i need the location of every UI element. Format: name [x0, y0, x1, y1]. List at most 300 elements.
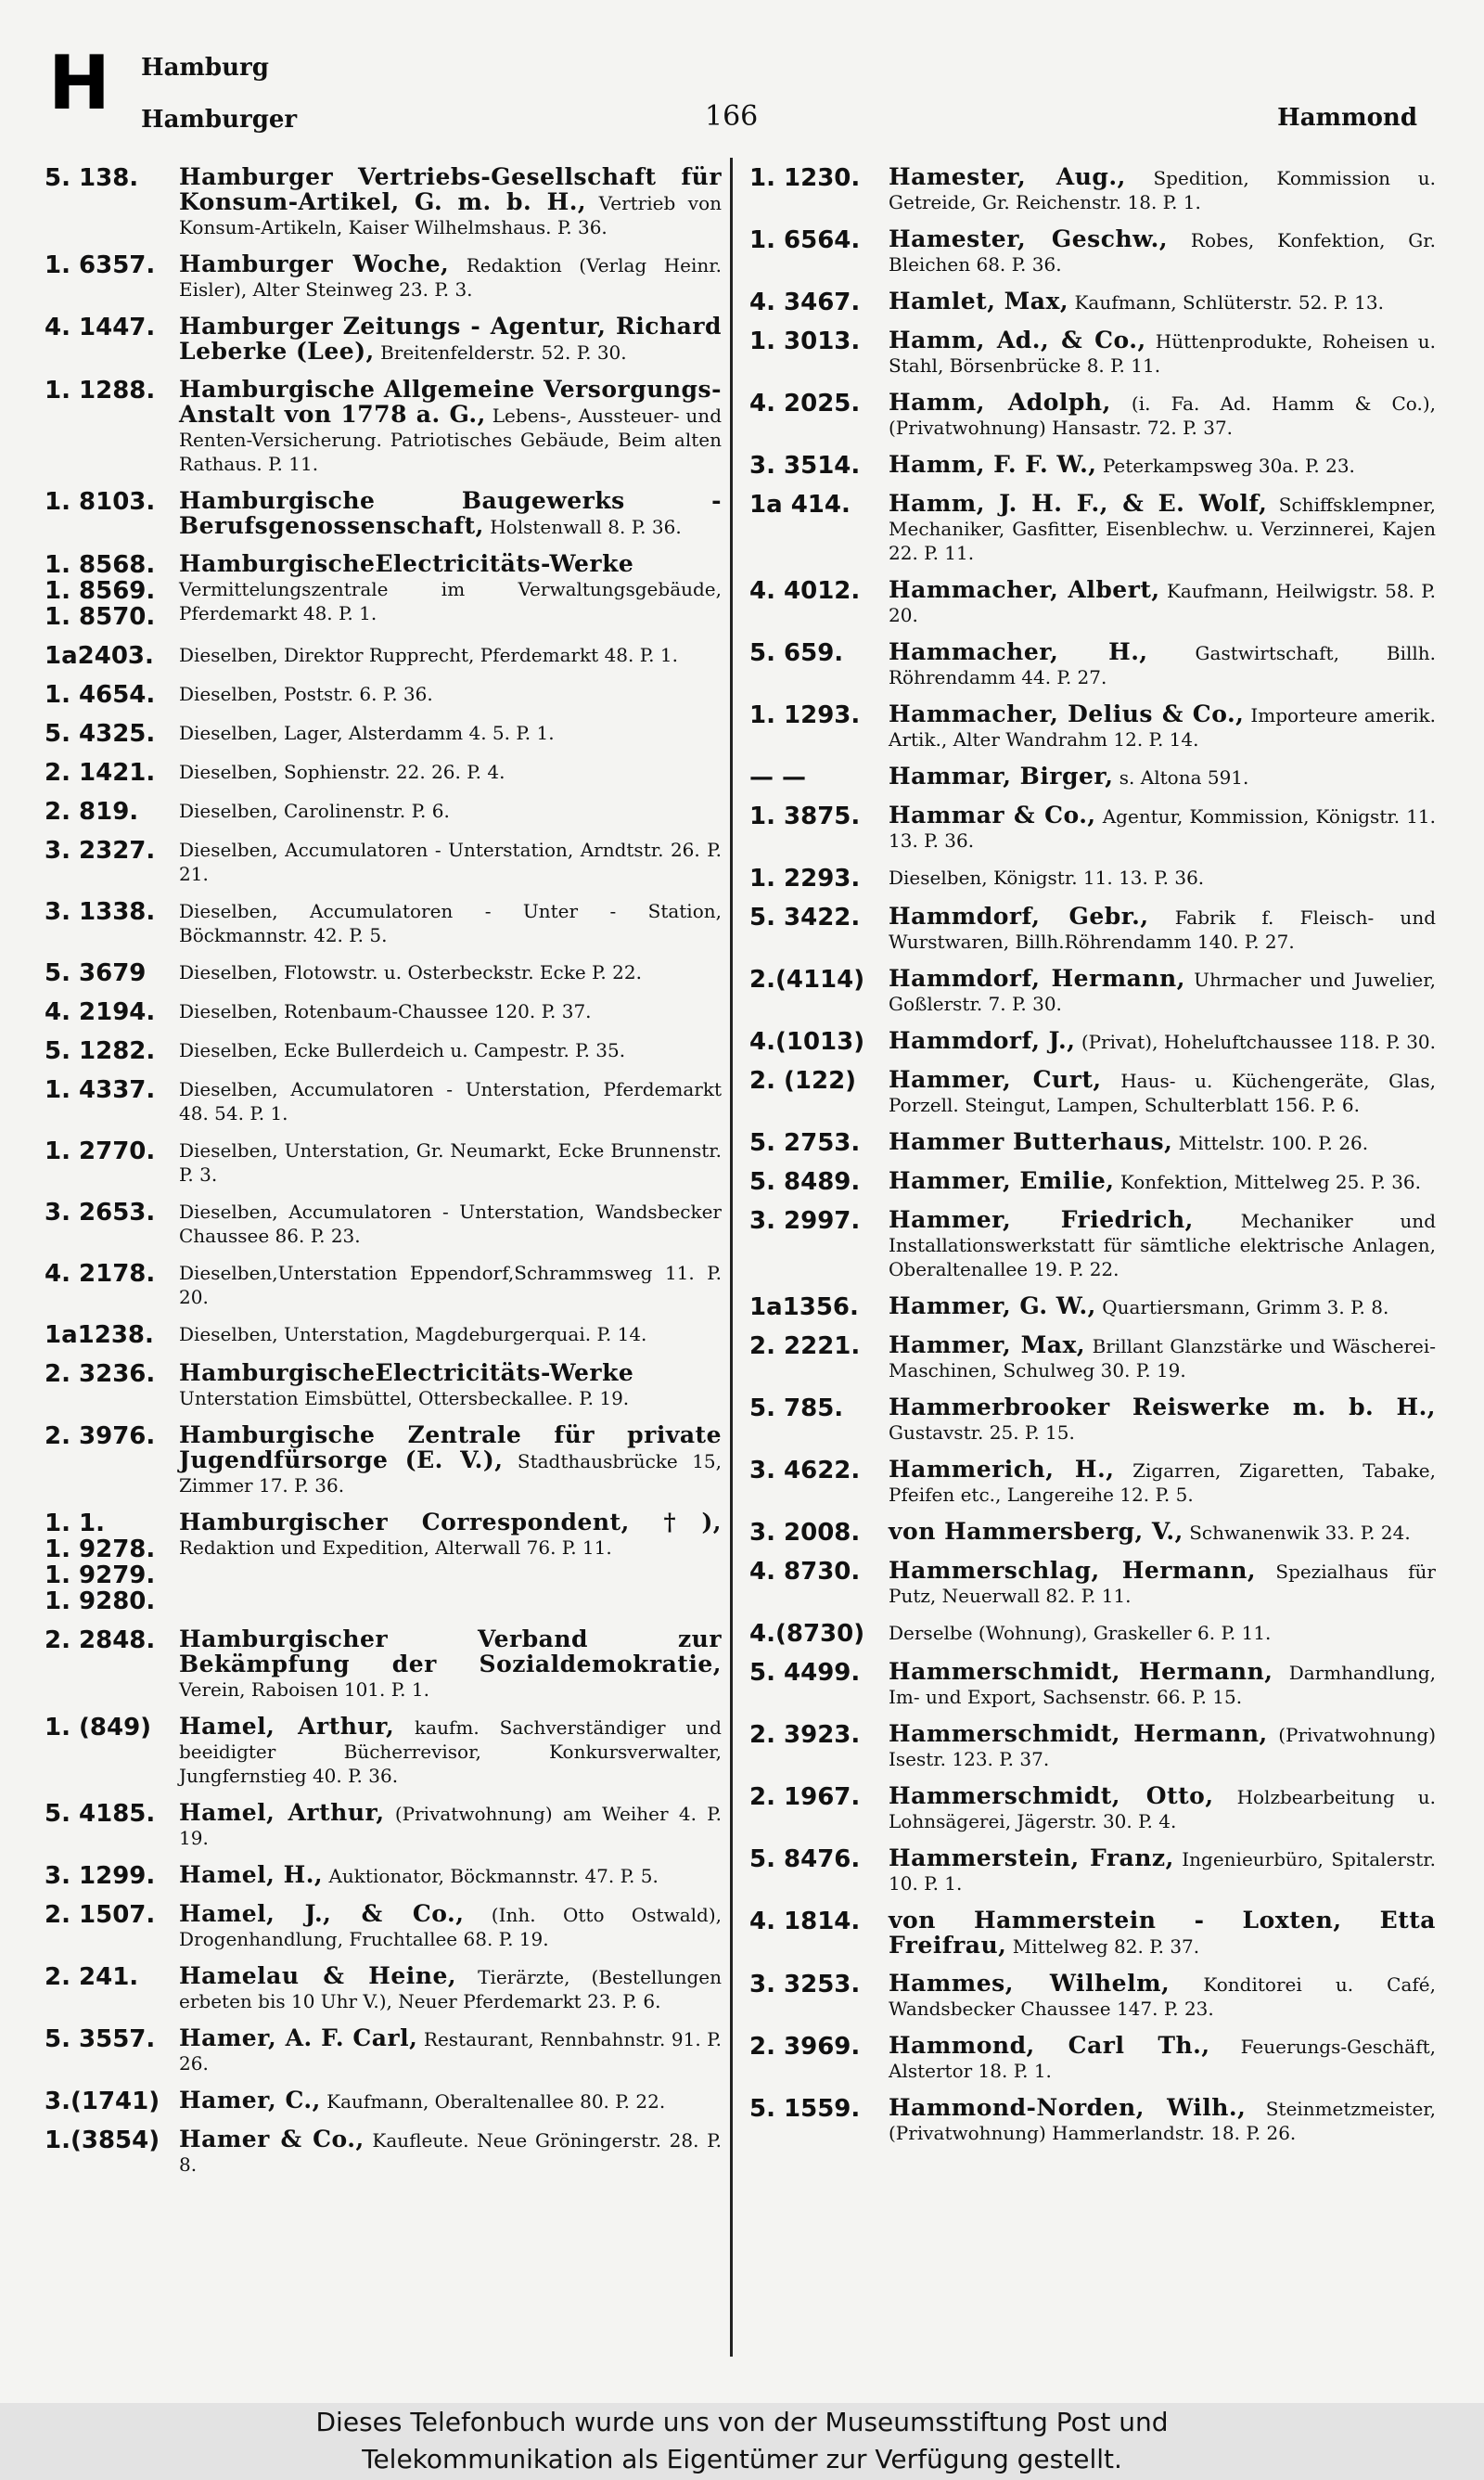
- directory-entry: [749, 1846, 1436, 1895]
- entry-text: [889, 1333, 1436, 1382]
- entry-name: Hamel, Arthur,: [179, 1713, 395, 1740]
- entry-name: Hammerschmidt, Hermann,: [889, 1720, 1268, 1747]
- entry-details: Zigarren, Zigaretten, Tabake, Pfeifen etc., Langereihe 12. P. 5.: [889, 1459, 1436, 1506]
- directory-entry: [45, 899, 722, 947]
- entry-name: Hamburgischer Verband zur Bekämpfung der Sozialdemokratie,: [179, 1625, 722, 1677]
- entry-details: Importeure amerik. Artik., Alter Wandrahm 12. P. 14.: [889, 704, 1436, 751]
- entry-details: Accumulatoren - Unter - Station, Böckmannstr. 42. P. 5.: [179, 900, 722, 946]
- phone-number: 5. 4185.: [45, 1800, 156, 1828]
- entry-name: Hamel, H.,: [179, 1861, 324, 1888]
- phone-number: 3. 3514.: [749, 452, 861, 480]
- phone-number: 1.(3854): [45, 2127, 160, 2154]
- phone-number: 1. 2770.: [45, 1137, 156, 1165]
- entry-name: Hamm, J. H. F., & E. Wolf,: [889, 490, 1268, 517]
- entry-name: Dieselben,: [179, 900, 278, 922]
- directory-entry: [749, 1333, 1436, 1382]
- entry-name: Hammacher, Albert,: [889, 576, 1160, 603]
- directory-entry: [749, 2034, 1436, 2083]
- directory-entry: [749, 967, 1436, 1016]
- entry-name: Hammacher, Delius & Co.,: [889, 700, 1245, 727]
- entry-name: Hammar & Co.,: [889, 802, 1096, 829]
- entry-text: [889, 1784, 1436, 1833]
- entry-text: [179, 1423, 722, 1497]
- directory-entry: [45, 682, 722, 708]
- phone-number: 1. 1293.: [749, 701, 861, 729]
- entry-name: Dieselben,: [179, 800, 278, 822]
- entry-details: Lager, Alsterdamm 4. 5. P. 1.: [277, 722, 555, 744]
- phone-number: 2. 819.: [45, 798, 139, 826]
- entry-details: Fabrik f. Fleisch- und Wurstwaren, Billh.Röhrendamm 140. P. 27.: [889, 906, 1436, 953]
- phone-number: 5. 785.: [749, 1394, 844, 1422]
- directory-entry: [45, 838, 722, 886]
- entry-text: [179, 1801, 722, 1850]
- entry-name: Dieselben,: [179, 1201, 278, 1223]
- entry-text: [179, 315, 722, 365]
- entry-details: Restaurant, Rennbahnstr. 91. P. 26.: [179, 2028, 722, 2075]
- entry-text: [889, 1029, 1436, 1054]
- entry-details: Accumulatoren - Unterstation, Pferdemarkt 48. 54. P. 1.: [179, 1078, 722, 1124]
- directory-entry: [45, 1423, 722, 1497]
- entry-text: [179, 721, 722, 745]
- entry-details: Schiffsklempner, Mechaniker, Gasfitter, Eisenblechw. u. Verzinnerei, Kajen 22. P. 11.: [889, 494, 1436, 564]
- phone-number: 3. 1299.: [45, 1862, 156, 1890]
- entry-name: Hamer, A. F. Carl,: [179, 2024, 418, 2051]
- directory-entry: [749, 165, 1436, 214]
- directory-entry: [749, 492, 1436, 565]
- entry-details: (Inh. Otto Ostwald), Drogenhandlung, Fruchtallee 68. P. 19.: [179, 1904, 722, 1950]
- footer-line-1: Dieses Telefonbuch wurde uns von der Museumsstiftung Post und: [315, 2407, 1169, 2437]
- phone-number: 1a1238.: [45, 1321, 154, 1349]
- directory-entry: [749, 1722, 1436, 1771]
- directory-entry: [749, 1169, 1436, 1195]
- directory-entry: [45, 1715, 722, 1788]
- phone-number: 5. 3557.: [45, 2025, 156, 2053]
- directory-entry: [749, 1068, 1436, 1117]
- directory-entry: [45, 760, 722, 786]
- entry-details: Unterstation Eppendorf,Schrammsweg 11. P. 20.: [179, 1262, 722, 1308]
- entry-text: [179, 960, 722, 984]
- entry-details: Direktor Rupprecht, Pferdemarkt 48. P. 1.: [277, 644, 678, 666]
- entry-text: [179, 165, 722, 239]
- entry-text: [889, 165, 1436, 214]
- entry-details: Feuerungs-Geschäft, Alstertor 18. P. 1.: [889, 2036, 1436, 2082]
- phone-number: 4. 4012.: [749, 577, 861, 605]
- phone-number: 3. 2008.: [749, 1519, 861, 1547]
- entry-details: Quartiersmann, Grimm 3. P. 8.: [1095, 1296, 1389, 1318]
- entry-text: [889, 905, 1436, 954]
- entry-details: Tierärzte, (Bestellungen erbeten bis 10 Uhr V.), Neuer Pferdemarkt 23. P. 6.: [179, 1966, 722, 2012]
- entry-details: (Privatwohnung) am Weiher 4. P. 19.: [179, 1803, 722, 1849]
- entry-name: Hammerich, H.,: [889, 1456, 1115, 1483]
- phone-number: 1. 2293.: [749, 865, 861, 893]
- phone-number: 5. 659.: [749, 639, 844, 667]
- entry-details: (Privatwohnung) Isestr. 123. P. 37.: [889, 1724, 1436, 1770]
- directory-entry: [749, 1130, 1436, 1156]
- phone-number: 1. 8568. 1. 8569. 1. 8570.: [45, 551, 156, 631]
- phone-number: 2. 3969.: [749, 2033, 861, 2061]
- entry-name: Hamburgische Baugewerks - Berufsgenossenschaft,: [179, 487, 722, 539]
- directory-entry: [45, 165, 722, 239]
- directory-entry: [45, 799, 722, 825]
- entry-text: [179, 899, 722, 947]
- entry-text: [179, 1322, 722, 1346]
- directory-entry: [45, 2088, 722, 2114]
- entry-text: [179, 378, 722, 476]
- entry-text: [889, 2096, 1436, 2145]
- phone-number: 1. (849): [45, 1714, 152, 1741]
- entry-details: Unterstation, Magdeburgerquai. P. 14.: [277, 1323, 647, 1345]
- phone-number: 1a2403.: [45, 642, 154, 670]
- entry-name: Dieselben,: [179, 683, 278, 705]
- entry-text: [889, 1169, 1436, 1194]
- entry-name: Hamburgische Zentrale für private Jugendfürsorge (E. V.),: [179, 1421, 722, 1473]
- entry-details: Rotenbaum-Chaussee 120. P. 37.: [277, 1000, 592, 1022]
- entry-name: Dieselben,: [179, 961, 278, 983]
- entry-details: Ingenieurbüro, Spitalerstr. 10. P. 1.: [889, 1848, 1436, 1895]
- entry-text: [179, 1361, 722, 1410]
- entry-details: Peterkampsweg 30a. P. 23.: [1096, 455, 1355, 477]
- phone-number: 4. 8730.: [749, 1558, 861, 1586]
- directory-entry: [45, 315, 722, 365]
- directory-entry: [749, 289, 1436, 315]
- entry-name: Dieselben,: [179, 1139, 278, 1162]
- entry-details: Stadthausbrücke 15, Zimmer 17. P. 36.: [179, 1450, 722, 1497]
- entry-text: [889, 1908, 1436, 1959]
- entry-details: Sophienstr. 22. 26. P. 4.: [277, 761, 505, 783]
- directory-entry: [749, 391, 1436, 440]
- entry-details: Mittelweg 82. P. 37.: [1006, 1935, 1200, 1958]
- entry-details: Holzbearbeitung u. Lohnsägerei, Jägerstr. 30. P. 4.: [889, 1786, 1436, 1832]
- phone-number: 2. (122): [749, 1067, 857, 1095]
- entry-name: Hammar, Birger,: [889, 763, 1114, 790]
- phone-number: 2. 1507.: [45, 1901, 156, 1929]
- entry-details: Carolinenstr. P. 6.: [277, 800, 450, 822]
- phone-number: 1. 1. 1. 9278. 1. 9279. 1. 9280.: [45, 1510, 156, 1615]
- entry-details: Lebens-, Aussteuer- und Renten-Versicherung. Patriotisches Gebäude, Beim alten Rathaus. P. 11.: [179, 405, 722, 475]
- entry-details: Accumulatoren - Unterstation, Arndtstr. 26. P. 21.: [179, 839, 722, 885]
- header-last-entry-word: Hammond: [1277, 104, 1417, 132]
- entry-name: Hammer, Friedrich,: [889, 1206, 1194, 1233]
- directory-entry: [45, 1627, 722, 1702]
- entry-details: Brillant Glanzstärke und Wäscherei-Maschinen, Schulweg 30. P. 19.: [889, 1335, 1436, 1381]
- entry-name: Hammond-Norden, Wilh.,: [889, 2094, 1247, 2121]
- phone-number: 5. 8476.: [749, 1845, 861, 1873]
- entry-details: Konfektion, Mittelweg 25. P. 36.: [1114, 1171, 1421, 1193]
- phone-number: 1. 3875.: [749, 803, 861, 830]
- entry-text: [889, 765, 1436, 790]
- entry-details: kaufm. Sachverständiger und beeidigter Bücherrevisor, Konkursverwalter, Jungfernstieg 40. P. 36.: [179, 1716, 722, 1787]
- entry-text: [179, 2088, 722, 2114]
- directory-entry: [749, 1621, 1436, 1647]
- entry-text: [179, 1715, 722, 1788]
- directory-entry: [749, 803, 1436, 853]
- entry-text: [179, 489, 722, 539]
- directory-entry: [749, 1908, 1436, 1959]
- phone-number: 5. 3422.: [749, 904, 861, 932]
- entry-text: [889, 1395, 1436, 1445]
- header-top-word: Hamburg: [141, 54, 269, 82]
- entry-text: [889, 1972, 1436, 2021]
- entry-text: [179, 2026, 722, 2075]
- entry-details: Gustavstr. 25. P. 15.: [889, 1421, 1075, 1444]
- phone-number: 4. 1447.: [45, 314, 156, 341]
- directory-entry: [45, 721, 722, 747]
- entry-text: [179, 1261, 722, 1309]
- entry-text: [889, 391, 1436, 440]
- entry-details: Breitenfelderstr. 52. P. 30.: [374, 341, 627, 364]
- entry-details: (Privat), Hoheluftchaussee 118. P. 30.: [1075, 1031, 1436, 1053]
- phone-number: 5. 4325.: [45, 720, 156, 748]
- entry-details: Auktionator, Böckmannstr. 47. P. 5.: [323, 1865, 659, 1887]
- phone-number: 1. 6357.: [45, 251, 156, 279]
- directory-entry: [45, 1322, 722, 1348]
- entry-text: [889, 1520, 1436, 1545]
- phone-number: 4. 2178.: [45, 1260, 156, 1288]
- directory-entry: [749, 1660, 1436, 1709]
- directory-entry: [45, 1200, 722, 1248]
- entry-name: Hamer & Co.,: [179, 2126, 365, 2152]
- entry-name: Dieselben,: [179, 1000, 278, 1022]
- directory-entry: [749, 227, 1436, 276]
- entry-name: Hammerschlag, Hermann,: [889, 1557, 1257, 1584]
- entry-name: Hamburgische Allgemeine Versorgungs-Anstalt von 1778 a. G.,: [179, 376, 722, 428]
- entry-details: Kaufmann, Oberaltenallee 80. P. 22.: [320, 2090, 666, 2113]
- entry-details: Holstenwall 8. P. 36.: [483, 516, 682, 538]
- entry-text: [179, 1200, 722, 1248]
- phone-number: 4.(8730): [749, 1620, 865, 1648]
- directory-entry: [45, 1077, 722, 1125]
- entry-name: Hammerschmidt, Hermann,: [889, 1658, 1273, 1685]
- phone-number: 2. 3976.: [45, 1422, 156, 1450]
- entry-name: Hammer Butterhaus,: [889, 1128, 1173, 1155]
- entry-text: [889, 1130, 1436, 1155]
- entry-text: [179, 2127, 722, 2177]
- entry-name: Derselbe: [889, 1622, 973, 1644]
- phone-number: 4. 3467.: [749, 289, 861, 316]
- entry-text: [889, 702, 1436, 752]
- entry-name: Dieselben,: [179, 722, 278, 744]
- entry-text: [889, 1722, 1436, 1771]
- entry-name: Hammerstein, Franz,: [889, 1844, 1174, 1871]
- entry-name: Hamm, F. F. W.,: [889, 451, 1097, 478]
- directory-entry: [749, 1458, 1436, 1507]
- directory-entry: [749, 328, 1436, 378]
- directory-entry: [45, 1510, 722, 1614]
- directory-entry: [749, 1559, 1436, 1608]
- entry-text: [889, 453, 1436, 478]
- entry-details: Flotowstr. u. Osterbeckstr. Ecke P. 22.: [277, 961, 642, 983]
- entry-name: Hammdorf, Hermann,: [889, 965, 1185, 992]
- entry-text: [889, 640, 1436, 689]
- directory-entry: [45, 1902, 722, 1951]
- entry-name: Hammer, G. W.,: [889, 1292, 1096, 1319]
- entry-text: [179, 1038, 722, 1062]
- entry-name: von Hammerstein - Loxten, Etta Freifrau,: [889, 1907, 1436, 1959]
- directory-entry: [749, 1972, 1436, 2021]
- entry-details: Poststr. 6. P. 36.: [277, 683, 433, 705]
- entry-details: Spezialhaus für Putz, Neuerwall 82. P. 11.: [889, 1561, 1436, 1607]
- phone-number: 1. 3013.: [749, 328, 861, 355]
- directory-entry: [749, 1520, 1436, 1546]
- entry-text: [889, 1458, 1436, 1507]
- entry-name: Hammdorf, J.,: [889, 1027, 1076, 1054]
- phone-number: 4. 2194.: [45, 998, 156, 1026]
- entry-name: Hamlet, Max,: [889, 288, 1069, 315]
- phone-number: 2.(4114): [749, 966, 865, 994]
- entry-text: [179, 1902, 722, 1951]
- directory-entry: [45, 1038, 722, 1064]
- entry-text: [889, 803, 1436, 853]
- directory-entry: [45, 2026, 722, 2075]
- section-letter: H: [48, 40, 110, 126]
- directory-entry: [45, 1261, 722, 1309]
- entry-name: Hammerschmidt, Otto,: [889, 1782, 1214, 1809]
- entry-text: [889, 1068, 1436, 1117]
- entry-text: [889, 866, 1436, 890]
- phone-number: 4. 2025.: [749, 390, 861, 418]
- phone-number: 3. 4622.: [749, 1457, 861, 1484]
- directory-entry: [749, 866, 1436, 892]
- directory-entry: [45, 489, 722, 539]
- entry-name: Dieselben,: [179, 1039, 278, 1061]
- entry-name: Dieselben,: [889, 867, 988, 889]
- entry-text: [179, 552, 722, 625]
- entry-text: [889, 1846, 1436, 1895]
- phone-number: 5. 2753.: [749, 1129, 861, 1157]
- entry-name: Hamburger Vertriebs-Gesellschaft für Konsum-Artikel, G. m. b. H.,: [179, 165, 722, 215]
- phone-number: 1. 1288.: [45, 377, 156, 405]
- entry-text: [889, 328, 1436, 378]
- phone-number: 2. 2221.: [749, 1332, 861, 1360]
- entry-name: Hamester, Aug.,: [889, 165, 1126, 190]
- entry-name: Hammond, Carl Th.,: [889, 2032, 1210, 2059]
- entry-text: [889, 2034, 1436, 2083]
- entry-text: [179, 760, 722, 784]
- entry-details: Königstr. 11. 13. P. 36.: [987, 867, 1205, 889]
- directory-entry: [749, 1029, 1436, 1055]
- entry-details: Mechaniker und Installationswerkstatt für sämtliche elektrische Anlagen, Oberaltenallee 19. P. 22.: [889, 1210, 1436, 1280]
- column-divider: [730, 158, 733, 2357]
- entry-details: Spedition, Kommission u. Getreide, Gr. Reichenstr. 18. P. 1.: [889, 167, 1436, 213]
- entry-details: Hüttenprodukte, Roheisen u. Stahl, Börsenbrücke 8. P. 11.: [889, 330, 1436, 377]
- entry-text: [179, 252, 722, 302]
- left-column: [45, 165, 722, 2355]
- entry-text: [889, 1660, 1436, 1709]
- entry-details: Robes, Konfektion, Gr. Bleichen 68. P. 36.: [889, 229, 1436, 276]
- directory-entry: [749, 1784, 1436, 1833]
- entry-name: Dieselben,: [179, 1323, 278, 1345]
- entry-details: Haus- u. Küchengeräte, Glas, Porzell. Steingut, Lampen, Schulterblatt 156. P. 6.: [889, 1070, 1436, 1116]
- entry-text: [179, 838, 722, 886]
- entry-details: Kaufmann, Schlüterstr. 52. P. 13.: [1068, 291, 1384, 314]
- entry-text: [889, 227, 1436, 276]
- entry-name: Dieselben,: [179, 761, 278, 783]
- entry-text: [179, 1863, 722, 1888]
- entry-details: Kaufmann, Heilwigstr. 58. P. 20.: [889, 580, 1436, 626]
- directory-entry: [45, 378, 722, 476]
- directory-entry: [45, 1361, 722, 1410]
- entry-details: Uhrmacher und Juwelier, Goßlerstr. 7. P. 30.: [889, 969, 1436, 1015]
- entry-text: [179, 799, 722, 823]
- entry-name: Hamburgischer Correspondent, †),: [179, 1509, 722, 1536]
- phone-number: 5. 3679: [45, 959, 147, 987]
- phone-number: 2. 241.: [45, 1963, 139, 1991]
- entry-details: Redaktion und Expedition, Alterwall 76. P. 11.: [179, 1536, 612, 1559]
- entry-details: Kaufleute. Neue Gröningerstr. 28. P. 8.: [179, 2129, 722, 2176]
- entry-text: [889, 492, 1436, 565]
- entry-text: [179, 1627, 722, 1702]
- directory-entry: [749, 905, 1436, 954]
- header-first-entry-word: Hamburger: [141, 106, 298, 134]
- entry-details: Agentur, Kommission, Königstr. 11. 13. P. 36.: [889, 805, 1436, 852]
- phone-number: 4. 1814.: [749, 1908, 861, 1935]
- entry-name: von Hammersberg, V.,: [889, 1518, 1183, 1545]
- directory-entry: [749, 765, 1436, 790]
- directory-entry: [45, 1863, 722, 1889]
- page-header: [0, 0, 1484, 158]
- entry-details: Verein, Raboisen 101. P. 1.: [179, 1678, 429, 1701]
- directory-entry: [749, 1294, 1436, 1320]
- directory-entry: [45, 960, 722, 986]
- phone-number: 5. 1559.: [749, 2095, 861, 2123]
- phone-number: 3.(1741): [45, 2088, 160, 2115]
- entry-details: Accumulatoren - Unterstation, Wandsbecker Chaussee 86. P. 23.: [179, 1201, 722, 1247]
- phone-number: 1. 6564.: [749, 226, 861, 254]
- entry-details: (i. Fa. Ad. Hamm & Co.), (Privatwohnung) Hansastr. 72. P. 37.: [889, 392, 1436, 439]
- directory-entry: [45, 2127, 722, 2177]
- phone-number: 4.(1013): [749, 1028, 865, 1056]
- entry-name: HamburgischeElectricitäts-Werke: [179, 550, 634, 577]
- entry-details: Darmhandlung, Im- und Export, Sachsenstr. 66. P. 15.: [889, 1662, 1436, 1708]
- phone-number: 1. 1230.: [749, 165, 861, 192]
- entry-text: [889, 967, 1436, 1016]
- entry-name: Hammer, Curt,: [889, 1066, 1102, 1093]
- phone-number: 2. 3923.: [749, 1721, 861, 1749]
- phone-number: — —: [749, 764, 807, 791]
- entry-text: [179, 1138, 722, 1187]
- directory-entry: [45, 643, 722, 669]
- phone-number: 5. 8489.: [749, 1168, 861, 1196]
- entry-text: [889, 1208, 1436, 1281]
- entry-text: [179, 1077, 722, 1125]
- directory-entry: [749, 578, 1436, 627]
- directory-entry: [45, 1964, 722, 2013]
- entry-text: [889, 1294, 1436, 1319]
- directory-entry: [45, 1138, 722, 1187]
- page-number: 166: [705, 100, 759, 133]
- phone-number: 1. 4337.: [45, 1076, 156, 1104]
- entry-name: Hammer, Max,: [889, 1331, 1086, 1358]
- entry-name: Dieselben,: [179, 1262, 278, 1284]
- phone-number: 1. 4654.: [45, 681, 156, 709]
- entry-text: [179, 643, 722, 667]
- entry-name: Hammacher, H.,: [889, 638, 1148, 665]
- entry-details: Gastwirtschaft, Billh. Röhrendamm 44. P. 27.: [889, 642, 1436, 688]
- entry-name: Hammes, Wilhelm,: [889, 1970, 1171, 1997]
- entry-text: [179, 999, 722, 1023]
- entry-details: Schwanenwik 33. P. 24.: [1183, 1522, 1411, 1544]
- phone-number: 3. 2653.: [45, 1199, 156, 1227]
- entry-text: [179, 1510, 722, 1560]
- entry-details: Konditorei u. Café, Wandsbecker Chaussee 147. P. 23.: [889, 1973, 1436, 2020]
- directory-entry: [749, 2096, 1436, 2145]
- entry-details: Ecke Bullerdeich u. Campestr. P. 35.: [277, 1039, 626, 1061]
- entry-name: Dieselben,: [179, 839, 278, 861]
- entry-name: Hamester, Geschw.,: [889, 225, 1169, 252]
- entry-details: Steinmetzmeister, (Privatwohnung) Hammerlandstr. 18. P. 26.: [889, 2098, 1436, 2144]
- phone-number: 3. 3253.: [749, 1971, 861, 1998]
- entry-name: Dieselben,: [179, 1078, 278, 1100]
